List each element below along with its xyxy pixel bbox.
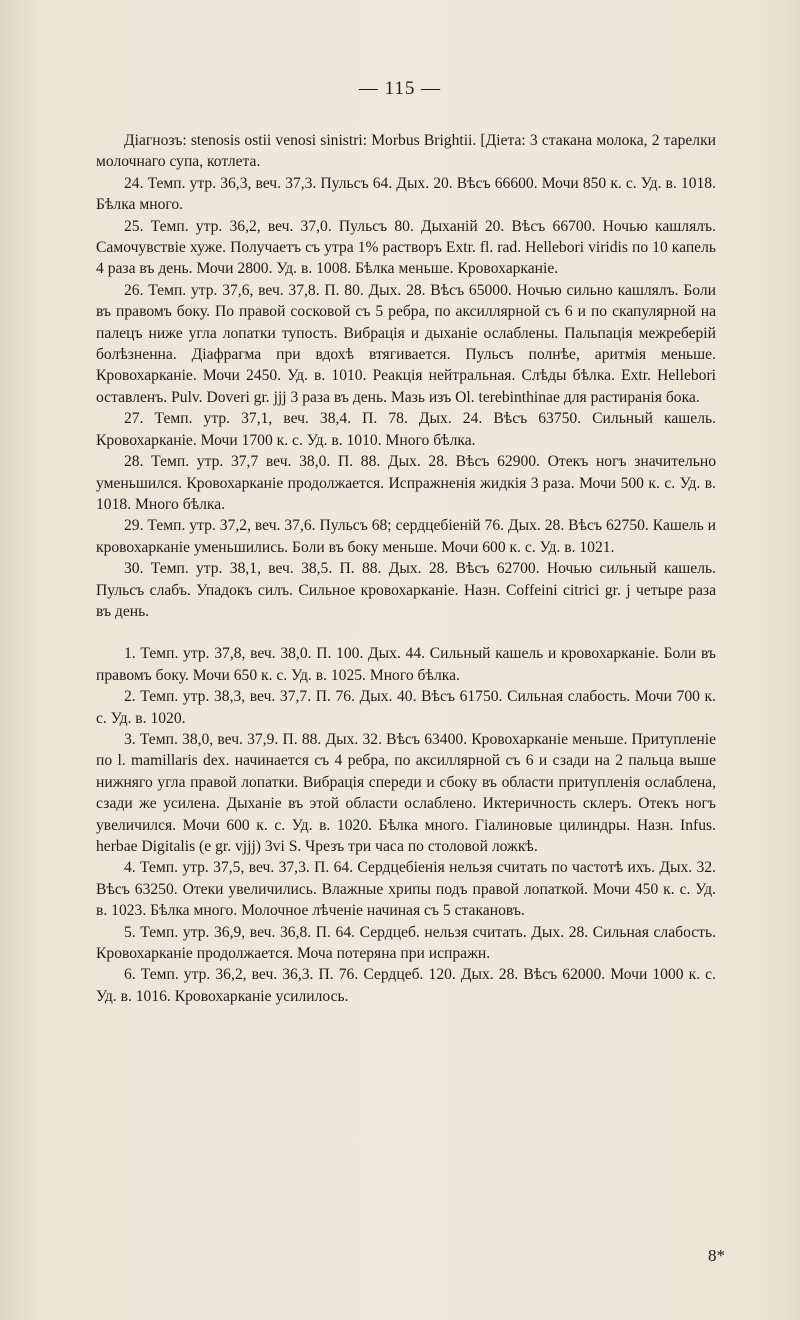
- paragraph-entry-24: 24. Темп. утр. 36,3, веч. 37,3. Пульсъ 64. Дых. 20. Вѣсъ 66600. Мочи 850 к. с. Уд. в. 1018. Бѣлка много.: [96, 174, 716, 214]
- paragraph-diagnosis: Діагнозъ: stenosis ostii venosi sinistri: Morbus Brightii. [Діета: 3 стакана молока, 2 тарелки молочнаго супа, котлета.: [96, 132, 716, 171]
- paragraph-entry-30: 30. Темп. утр. 38,1, веч. 38,5. П. 88. Дых. 28. Вѣсъ 62700. Ночью сильный кашель. Пульсъ слабъ. Упадокъ силъ. Сильное кровохарканіе. Назн. Coffeini citrici gr. j четыре раза въ день.: [96, 560, 716, 620]
- paragraph-entry-25: 25. Темп. утр. 36,2, веч. 37,0. Пульсъ 80. Дыханій 20. Вѣсъ 66700. Ночью кашлялъ. Самочувствіе хуже. Получаетъ съ утра 1% растворъ Extr. fl. rad. Hellebori viridis по 10 капель 4 раза въ день. Мочи 2800. Уд. в. 1008. Бѣлка меньше. Кровохарканіе.: [96, 217, 716, 278]
- page-number: — 115 —: [358, 78, 442, 99]
- paragraph-entry-4: 4. Темп. утр. 37,5, веч. 37,3. П. 64. Сердцебіенія нельзя считать по частотѣ ихъ. Дых. 32. Вѣсъ 63250. Отеки увеличились. Влажные хрипы подъ правой лопаткой. Мочи 450 к. с. Уд. в. 1023. Бѣлка много. Молочное лѣченіе начиная съ 5 стакановъ.: [96, 859, 716, 920]
- body-text: [96, 130, 716, 1007]
- printer-signature-mark: 8*: [708, 1246, 725, 1265]
- paragraph-entry-6: 6. Темп. утр. 36,2, веч. 36,3. П. 76. Сердцеб. 120. Дых. 28. Вѣсъ 62000. Мочи 1000 к. с. Уд. в. 1016. Кровохарканіе усилилось.: [96, 966, 716, 1005]
- paragraph-entry-5: 5. Темп. утр. 36,9, веч. 36,8. П. 64. Сердцеб. нельзя считать. Дых. 28. Сильная слабость. Кровохарканіе продолжается. Моча потеряна при испражн.: [96, 923, 716, 963]
- paragraph-entry-26: 26. Темп. утр. 37,6, веч. 37,8. П. 80. Дых. 28. Вѣсъ 65000. Ночью сильно кашлялъ. Боли въ правомъ боку. По правой сосковой съ 5 ребра, по аксиллярной съ 6 и по скапулярной на палецъ ниже угла лопатки тупость. Вибрація и дыханіе ослаблены. Пальпація межреберій болѣзненна. Діафрагма при вдохѣ втягивается. Пульсъ полнѣе, аритмія меньше. Кровохарканіе. Мочи 2450. Уд. в. 1010. Реакція нейтральная. Слѣды бѣлка. Extr. Hellebori оставленъ. Pulv. Doveri gr. jjj 3 раза въ день. Мазь изъ Ol. terebinthinae для растиранія бока.: [96, 281, 716, 406]
- paragraph-entry-28: 28. Темп. утр. 37,7 веч. 38,0. П. 88. Дых. 28. Вѣсъ 62900. Отекъ ногъ значительно уменьшился. Кровохарканіе продолжается. Испражненія жидкія 3 раза. Мочи 500 к. с. Уд. в. 1018. Много бѣлка.: [96, 453, 716, 513]
- paragraph-entry-1: 1. Темп. утр. 37,8, веч. 38,0. П. 100. Дых. 44. Сильный кашель и кровохарканіе. Боли въ правомъ боку. Мочи 650 к. с. Уд. в. 1025. Много бѣлка.: [96, 645, 716, 684]
- paragraph-entry-29: 29. Темп. утр. 37,2, веч. 37,6. Пульсъ 68; сердцебіеній 76. Дых. 28. Вѣсъ 62750. Кашель и кровохарканіе уменьшились. Боли въ боку меньше. Мочи 600 к. с. Уд. в. 1021.: [96, 517, 716, 556]
- paragraph-entry-3: 3. Темп. 38,0, веч. 37,9. П. 88. Дых. 32. Вѣсъ 63400. Кровохарканіе меньше. Притупленіе по l. mamillaris dex. начинается съ 4 ребра, по аксиллярной съ 6 и сзади на 2 пальца выше нижняго угла правой лопатки. Вибрація спереди и сбоку въ области притупленія ослаблена, сзади же усилена. Дыханіе въ этой области ослаблено. Иктеричность склеръ. Отекъ ногъ увеличился. Мочи 600 к. с. Уд. в. 1020. Бѣлка много. Гіалиновые цилиндры. Назн. Infus. herbae Digitalis (e gr. vjjj) 3vi S. Чрезъ три часа по столовой ложкѣ.: [96, 730, 716, 855]
- paragraph-entry-2: 2. Темп. утр. 38,3, веч. 37,7. П. 76. Дых. 40. Вѣсъ 61750. Сильная слабость. Мочи 700 к. с. Уд. в. 1020.: [96, 688, 716, 727]
- paragraph-entry-27: 27. Темп. утр. 37,1, веч. 38,4. П. 78. Дых. 24. Вѣсъ 63750. Сильный кашель. Кровохарканіе. Мочи 1700 к. с. Уд. в. 1010. Много бѣлка.: [96, 410, 716, 449]
